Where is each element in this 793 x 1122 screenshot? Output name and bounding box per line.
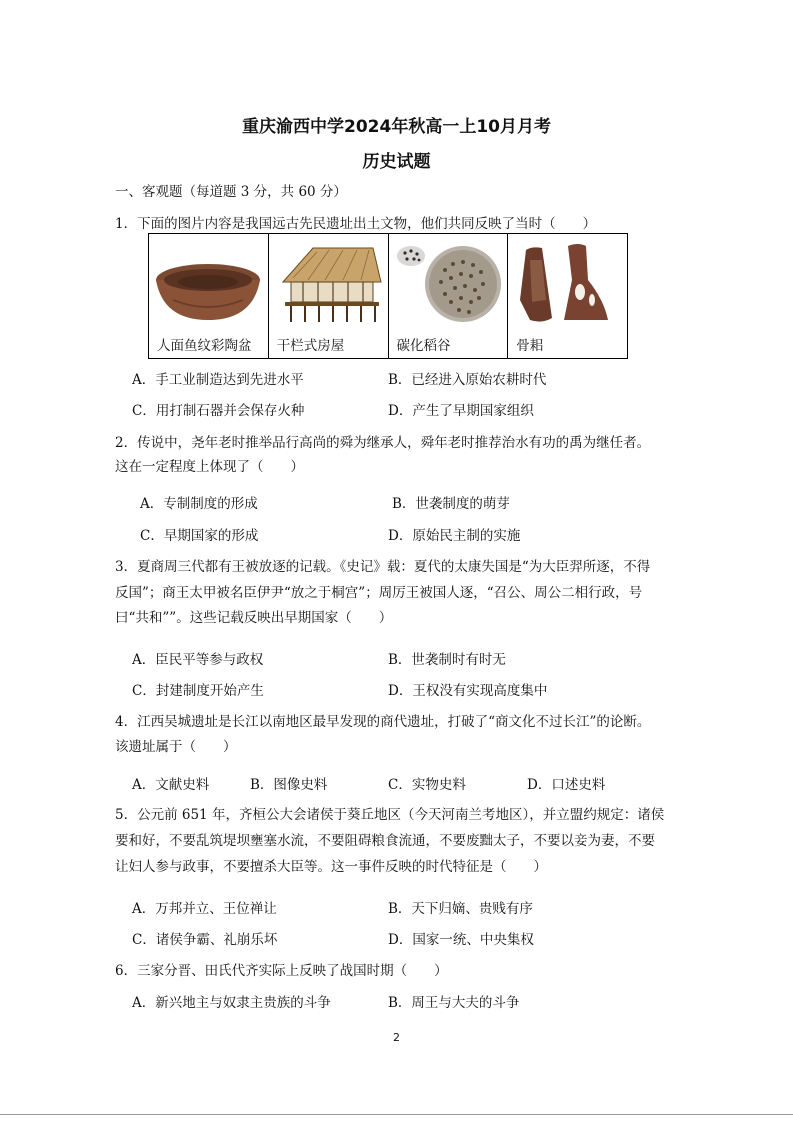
caption-bone-spade: 骨耜	[516, 338, 544, 354]
question-5-line-2: 要和好，不要乱筑堤坝壅塞水流，不要阻碍粮食流通，不要废黜太子，不要以妾为妻，不要	[115, 833, 655, 849]
q2-option-b[interactable]: B．世袭制度的萌芽	[392, 496, 510, 512]
artifact-image-table	[148, 233, 628, 359]
artifact-cell-bone-spade	[508, 234, 627, 358]
q3-option-c[interactable]: C．封建制度开始产生	[132, 683, 264, 699]
artifact-cell-rice	[389, 234, 509, 358]
q4-option-d[interactable]: D．口述史料	[527, 777, 606, 793]
q1-option-c[interactable]: C．用打制石器并会保存火种	[132, 403, 305, 419]
q6-option-a[interactable]: A．新兴地主与奴隶主贵族的斗争	[132, 995, 331, 1011]
question-3-line-2: 反国”；商王太甲被名臣伊尹“放之于桐宫”；周厉王被国人逐，“召公、周公二相行政，号	[115, 585, 643, 601]
q5-option-d[interactable]: D．国家一统、中央集权	[388, 932, 534, 948]
q2-option-d[interactable]: D．原始民主制的实施	[388, 528, 521, 544]
question-5-line-3: 让妇人参与政事，不要擅杀大臣等。这一事件反映的时代特征是（ ）	[115, 859, 547, 875]
question-6-stem: 6．三家分晋、田氏代齐实际上反映了战国时期（ ）	[115, 963, 448, 979]
exam-subtitle: 历史试题	[362, 152, 431, 172]
q2-option-a[interactable]: A．专制制度的形成	[140, 496, 258, 512]
q6-option-b[interactable]: B．周王与大夫的斗争	[388, 995, 520, 1011]
pottery-bowl-image	[153, 240, 263, 326]
question-4-line-2: 该遗址属于（ ）	[115, 739, 237, 755]
artifact-cell-pottery	[149, 234, 269, 358]
question-3-line-1: 3．夏商周三代都有王被放逐的记载。《史记》载：夏代的太康失国是“为大臣羿所逐，不得	[115, 559, 651, 575]
question-2-line-2: 这在一定程度上体现了（ ）	[115, 459, 304, 475]
caption-stilt-house: 干栏式房屋	[276, 338, 345, 354]
question-3-line-3: 曰“共和””。这些记载反映出早期国家（ ）	[115, 610, 393, 626]
q4-option-b[interactable]: B．图像史料	[250, 777, 328, 793]
artifact-cell-stilt-house	[269, 234, 389, 358]
q1-option-a[interactable]: A．手工业制造达到先进水平	[132, 372, 304, 388]
section-heading: 一、客观题（每道题 3 分，共 60 分）	[115, 184, 347, 200]
q5-option-a[interactable]: A．万邦并立、王位禅让	[132, 901, 277, 917]
page-bottom-divider	[0, 1114, 793, 1115]
caption-rice: 碳化稻谷	[396, 338, 451, 354]
q1-option-b[interactable]: B．已经进入原始农耕时代	[388, 372, 547, 388]
q5-option-c[interactable]: C．诸侯争霸、礼崩乐坏	[132, 932, 278, 948]
q3-option-a[interactable]: A．臣民平等参与政权	[132, 652, 264, 668]
question-4-line-1: 4．江西吴城遗址是长江以南地区最早发现的商代遗址，打破了“商文化不过长江”的论断。	[115, 714, 651, 730]
q5-option-b[interactable]: B．天下归嫡、贵贱有序	[388, 901, 533, 917]
question-1-stem: 1．下面的图片内容是我国远古先民遗址出土文物，他们共同反映了当时（ ）	[115, 216, 597, 232]
bone-spade-image	[512, 240, 622, 326]
caption-pottery: 人面鱼纹彩陶盆	[157, 338, 252, 354]
question-2-line-1: 2．传说中，尧年老时推举品行高尚的舜为继承人，舜年老时推荐治水有功的禹为继任者。	[115, 435, 651, 451]
stilt-house-image	[273, 240, 383, 326]
page-number: 2	[393, 1031, 400, 1044]
carbonized-rice-image	[393, 240, 503, 326]
q1-option-d[interactable]: D．产生了早期国家组织	[388, 403, 534, 419]
q2-option-c[interactable]: C．早期国家的形成	[140, 528, 259, 544]
question-5-line-1: 5．公元前 651 年，齐桓公大会诸侯于葵丘地区（今天河南兰考地区），并立盟约规定：诸侯	[115, 807, 665, 823]
exam-title: 重庆渝西中学2024年秋高一上10月月考	[242, 117, 551, 137]
q4-option-a[interactable]: A．文献史料	[132, 777, 210, 793]
q3-option-b[interactable]: B．世袭制时有时无	[388, 652, 506, 668]
q4-option-c[interactable]: C．实物史料	[388, 777, 466, 793]
q3-option-d[interactable]: D．王权没有实现高度集中	[388, 683, 548, 699]
